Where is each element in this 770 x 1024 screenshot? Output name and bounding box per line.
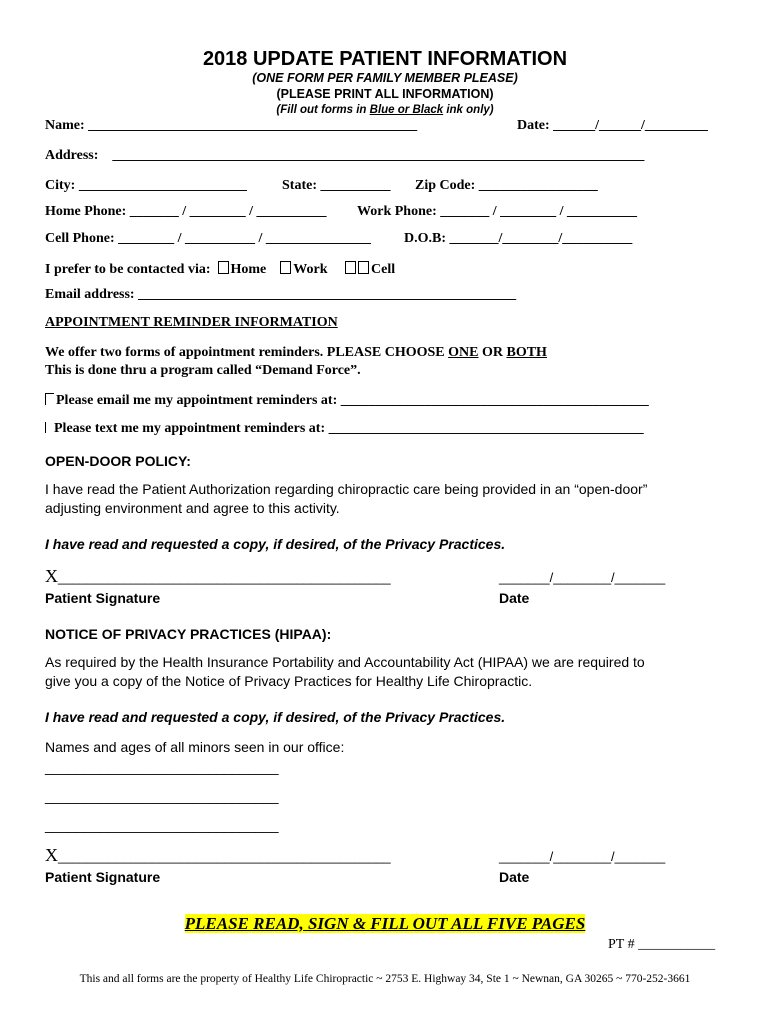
home-phone-field[interactable]: _______ / ________ / __________ — [129, 204, 327, 219]
work-phone-field[interactable]: _______ / ________ / __________ — [440, 204, 638, 219]
email-reminder-checkbox[interactable] — [45, 393, 54, 405]
pt-label: PT # — [608, 937, 635, 952]
date-field[interactable]: ______/______/_________ — [553, 118, 708, 133]
reminder-heading: APPOINTMENT REMINDER INFORMATION — [45, 315, 338, 330]
five-pages-notice — [0, 914, 770, 934]
name-label: Name: — [45, 118, 85, 133]
name-field[interactable]: _______________________________________________ — [88, 118, 418, 133]
home-checkbox[interactable] — [218, 261, 229, 274]
dob-row — [404, 231, 632, 247]
city-field[interactable]: ________________________ — [78, 178, 247, 193]
contact-preference-row — [45, 261, 395, 278]
subtitle-ink-post: ink only) — [443, 104, 494, 116]
hipaa-para-1: As required by the Health Insurance Portability and Accountability Act (HIPAA) we are required to — [45, 654, 645, 670]
state-label: State: — [282, 178, 317, 193]
open-door-para-2: adjusting environment and agree to this activity. — [45, 500, 340, 516]
text-reminder-row — [45, 421, 644, 437]
pt-number-row — [608, 937, 715, 953]
dob-label: D.O.B: — [404, 231, 446, 246]
text-reminder-field[interactable]: _____________________________________________ — [328, 421, 644, 436]
work-checkbox[interactable] — [280, 261, 291, 274]
date-label-signature: Date — [499, 590, 530, 606]
home-phone-label: Home Phone: — [45, 204, 127, 219]
home-phone-row — [45, 204, 327, 220]
work-phone-row — [357, 204, 637, 220]
email-reminder-label: Please email me my appointment reminders at: — [56, 393, 338, 408]
signature-label: Patient Signature — [45, 869, 161, 885]
reminder-line1 — [45, 345, 547, 361]
five-pages-notice-text: PLEASE READ, SIGN & FILL OUT ALL FIVE PAGES — [184, 914, 586, 933]
email-reminder-field[interactable]: ____________________________________________ — [340, 393, 649, 408]
subtitle-one-form: (ONE FORM PER FAMILY MEMBER PLEASE) — [252, 71, 518, 85]
reminder-or: OR — [478, 345, 507, 360]
open-door-ack: I have read and requested a copy, if desired, of the Privacy Practices. — [45, 536, 506, 552]
reminder-line1-pre: We offer two forms of appointment reminders. PLEASE CHOOSE — [45, 345, 449, 360]
signature-x: X — [45, 566, 58, 586]
text-reminder-checkbox[interactable] — [45, 422, 48, 433]
signature-x: X — [45, 845, 58, 865]
open-door-heading: OPEN-DOOR POLICY: — [45, 453, 191, 469]
contact-home-label: Home — [230, 262, 267, 277]
zip-label: Zip Code: — [415, 178, 476, 193]
address-label: Address: — [45, 148, 99, 163]
pt-number-field[interactable]: ___________ — [638, 937, 716, 952]
name-row — [45, 118, 417, 134]
cell-checkbox[interactable] — [345, 261, 356, 274]
hipaa-para-2: give you a copy of the Notice of Privacy Practices for Healthy Life Chiropractic. — [45, 673, 533, 689]
open-door-signature-row — [45, 566, 391, 587]
cell-checkbox-extra[interactable] — [358, 261, 369, 274]
cell-phone-field[interactable]: ________ / __________ / _______________ — [118, 231, 371, 246]
signature-label: Patient Signature — [45, 590, 161, 606]
work-phone-label: Work Phone: — [357, 204, 437, 219]
cell-phone-label: Cell Phone: — [45, 231, 115, 246]
hipaa-signature-row — [45, 845, 391, 866]
subtitle-ink-colors: Blue or Black — [369, 104, 444, 116]
zip-row — [415, 178, 598, 194]
minors-label: Names and ages of all minors seen in our office: — [45, 739, 345, 755]
minor-field-1[interactable]: ______________________________ — [45, 759, 279, 775]
address-row — [45, 148, 644, 164]
open-door-para-1: I have read the Patient Authorization regarding chiropractic care being provided in an “open-door” — [45, 481, 648, 497]
subtitle-print: (PLEASE PRINT ALL INFORMATION) — [276, 87, 494, 101]
dob-field[interactable]: _______/________/__________ — [449, 231, 633, 246]
subtitle-ink-pre: (Fill out forms in — [276, 104, 370, 116]
page-title: 2018 UPDATE PATIENT INFORMATION — [202, 48, 568, 70]
email-label: Email address: — [45, 287, 135, 302]
email-field[interactable]: ______________________________________________________ — [138, 287, 517, 302]
contact-work-label: Work — [293, 262, 328, 277]
date-label: Date: — [517, 118, 550, 133]
signature-field[interactable]: ______________________________________________ — [58, 849, 391, 864]
minor-field-2[interactable]: ______________________________ — [45, 788, 279, 804]
date-label-signature: Date — [499, 869, 530, 885]
text-reminder-label: Please text me my appointment reminders at: — [54, 421, 326, 436]
hipaa-heading: NOTICE OF PRIVACY PRACTICES (HIPAA): — [45, 626, 332, 642]
state-row — [282, 178, 391, 194]
email-row — [45, 287, 516, 303]
subtitle-ink — [0, 104, 770, 116]
address-field[interactable]: ____________________________________________________________________________ — [112, 148, 645, 163]
zip-field[interactable]: _________________ — [478, 178, 598, 193]
email-reminder-row — [45, 393, 649, 409]
footer-property: This and all forms are the property of Healthy Life Chiropractic ~ 2753 E. Highway 34, Ste 1 ~ Newnan, GA 30265 ~ 770-252-3661 — [79, 973, 691, 985]
contact-cell-label: Cell — [371, 262, 396, 277]
hipaa-date-field[interactable]: _______/________/_______ — [499, 849, 666, 864]
reminder-line2: This is done thru a program called “Demand Force”. — [45, 363, 361, 378]
reminder-both: BOTH — [506, 345, 547, 360]
contact-label: I prefer to be contacted via: — [45, 262, 211, 277]
cell-phone-row — [45, 231, 371, 247]
hipaa-ack: I have read and requested a copy, if desired, of the Privacy Practices. — [45, 709, 506, 725]
minor-field-3[interactable]: ______________________________ — [45, 817, 279, 833]
state-field[interactable]: __________ — [320, 178, 391, 193]
city-row — [45, 178, 247, 194]
signature-field[interactable]: ______________________________________________ — [58, 570, 391, 585]
city-label: City: — [45, 178, 76, 193]
reminder-one: ONE — [448, 345, 479, 360]
date-row — [517, 118, 708, 134]
open-door-date-field[interactable]: _______/________/_______ — [499, 570, 666, 585]
